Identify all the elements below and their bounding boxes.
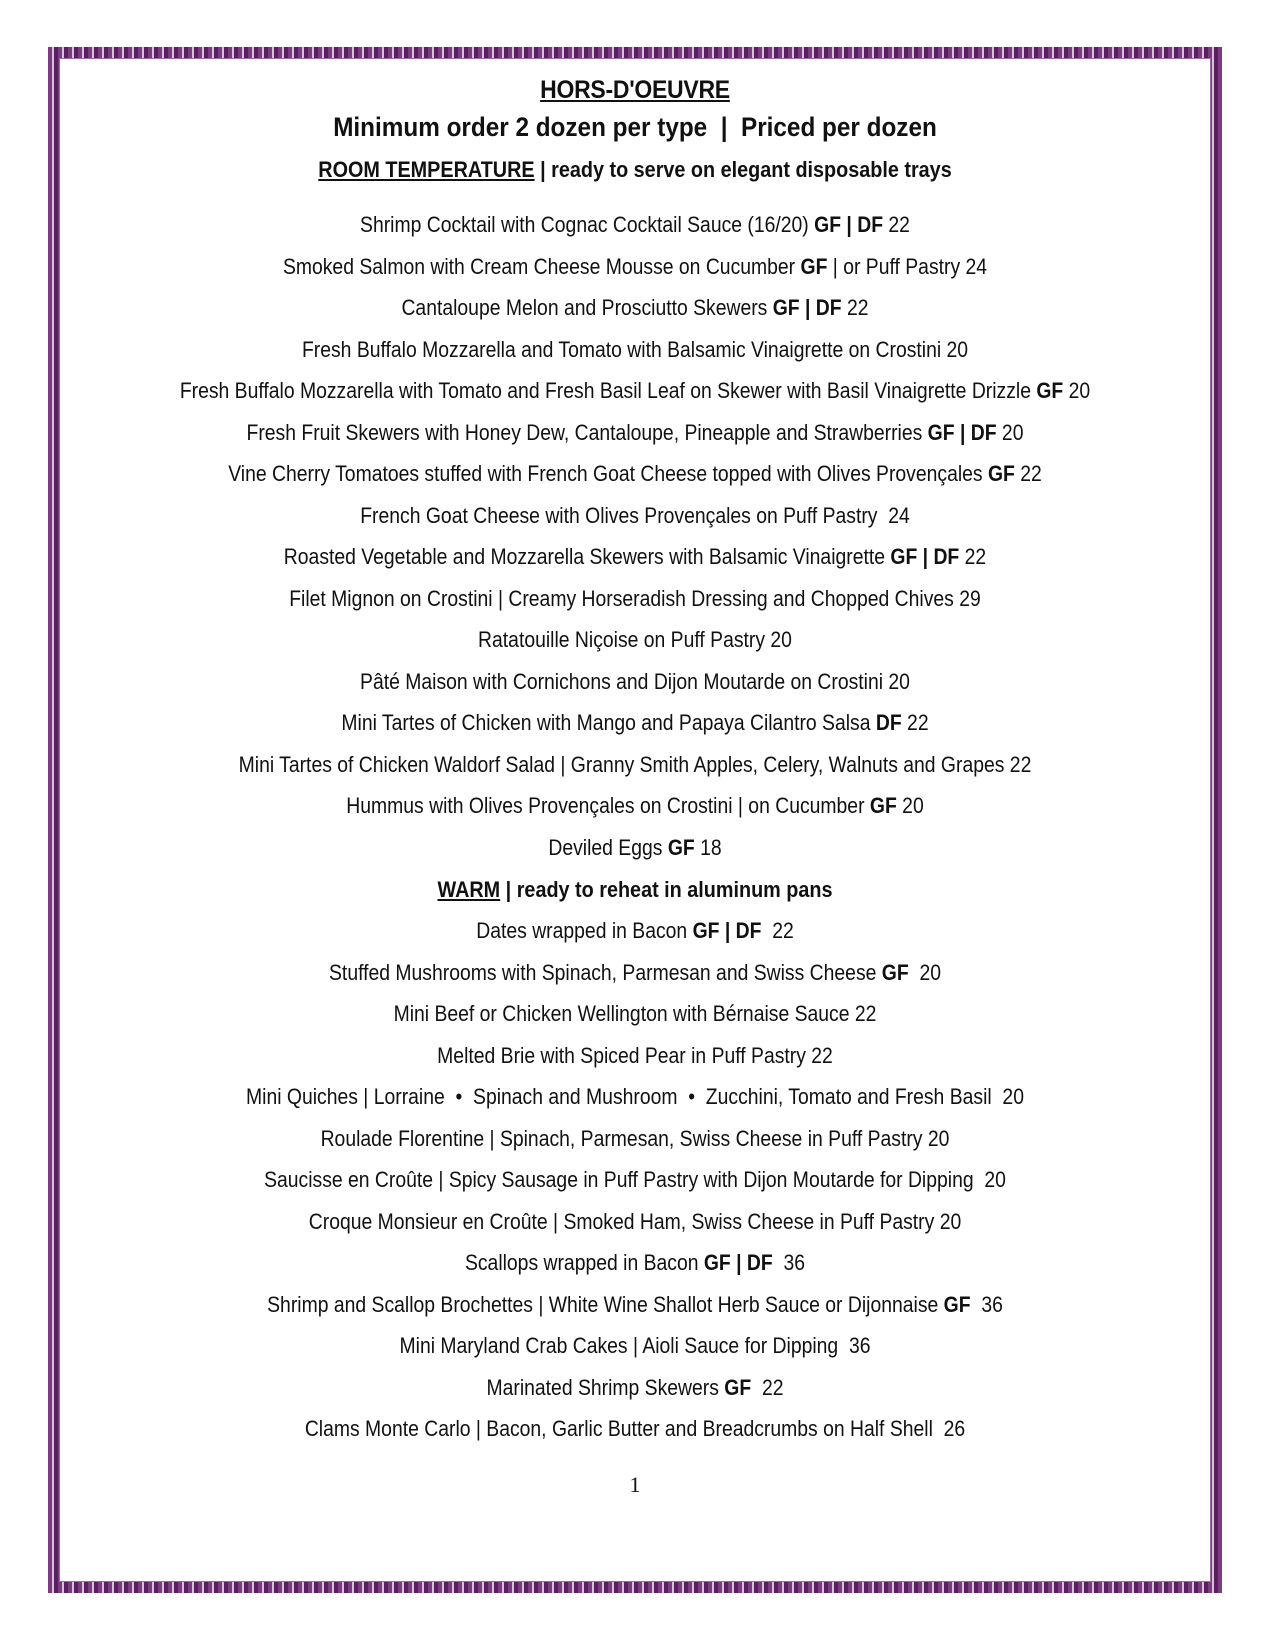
menu-item-name: Fresh Fruit Skewers with Honey Dew, Cantaloupe, Pineapple and Strawberries <box>246 419 928 445</box>
menu-item-name: Filet Mignon on Crostini | Creamy Horseradish Dressing and Chopped Chives 29 <box>289 585 981 611</box>
menu-item-name: Shrimp and Scallop Brochettes | White Wine Shallot Herb Sauce or Dijonnaise <box>267 1291 944 1317</box>
section-heading-note: | ready to serve on elegant disposable trays <box>534 157 952 182</box>
menu-item-price: 36 <box>772 1250 806 1275</box>
menu-item <box>129 752 1141 778</box>
menu-item <box>129 1001 1141 1027</box>
menu-item-name: Fresh Buffalo Mozzarella and Tomato with Balsamic Vinaigrette on Crostini 20 <box>301 336 969 362</box>
menu-item-name: Vine Cherry Tomatoes stuffed with French Goat Cheese topped with Olives Provençales <box>228 461 988 486</box>
dietary-tags: GF <box>987 461 1015 486</box>
section-heading-note: | ready to reheat in aluminum pans <box>500 877 833 902</box>
menu-item-name: Mini Tartes of Chicken Waldorf Salad | Granny Smith Apples, Celery, Walnuts and Grapes 22 <box>238 751 1032 777</box>
menu-item <box>129 1375 1141 1401</box>
menu-item <box>129 710 1141 736</box>
dietary-tags: GF <box>724 1374 752 1400</box>
dietary-tags: GF | DF <box>692 918 762 943</box>
menu-item-name: Melted Brie with Spiced Pear in Puff Pastry 22 <box>437 1042 833 1068</box>
menu-item <box>129 586 1141 612</box>
dietary-tags: GF <box>943 1291 971 1317</box>
menu-item <box>129 420 1141 446</box>
menu-item-name: Marinated Shrimp Skewers <box>486 1374 725 1400</box>
menu-item <box>129 793 1141 819</box>
menu-item-name: Smoked Salmon with Cream Cheese Mousse on Cucumber <box>282 253 801 279</box>
menu-item-price: 22 <box>901 710 929 735</box>
menu-item-name: Ratatouille Niçoise on Puff Pastry 20 <box>478 627 792 652</box>
dietary-tags: GF | DF <box>772 295 842 320</box>
section-heading-warm <box>118 877 1153 903</box>
menu-item-name: Mini Tartes of Chicken with Mango and Papaya Cilantro Salsa <box>341 710 876 735</box>
menu-item-name: Dates wrapped in Bacon <box>476 918 693 943</box>
menu-item-name: Hummus with Olives Provençales on Crostini | on Cucumber <box>346 793 870 818</box>
menu-item <box>129 378 1141 404</box>
menu-item-name: French Goat Cheese with Olives Provençales on Puff Pastry 24 <box>360 502 910 528</box>
menu-item-name: Stuffed Mushrooms with Spinach, Parmesan and Swiss Cheese <box>329 959 882 985</box>
menu-item-price: 22 <box>761 918 794 943</box>
dietary-tags: GF | DF <box>927 419 997 445</box>
menu-item-name: Shrimp Cocktail with Cognac Cocktail Sauce (16/20) <box>360 212 815 237</box>
menu-item <box>129 337 1141 363</box>
menu-item-price: 20 <box>896 793 924 818</box>
dietary-tags: GF <box>1036 378 1064 403</box>
menu-item-name: Deviled Eggs <box>548 834 668 860</box>
menu-item-price: 22 <box>1014 461 1042 486</box>
section-heading-label: ROOM TEMPERATURE <box>318 157 535 182</box>
dietary-tags: GF | DF <box>703 1250 773 1275</box>
menu-item <box>129 1333 1141 1359</box>
menu-item-price: 22 <box>959 544 987 569</box>
menu-item <box>129 918 1141 944</box>
menu-item <box>129 1250 1141 1276</box>
page-subtitle: Minimum order 2 dozen per type | Priced per dozen <box>333 112 937 142</box>
menu-item-price: 20 <box>1063 378 1091 403</box>
menu-item <box>129 669 1141 695</box>
menu-item <box>129 1416 1141 1442</box>
menu-item <box>129 1167 1141 1193</box>
menu-item-name: Croque Monsieur en Croûte | Smoked Ham, Swiss Cheese in Puff Pastry 20 <box>308 1208 962 1234</box>
menu-item <box>129 835 1141 861</box>
menu-item-name: Roulade Florentine | Spinach, Parmesan, Swiss Cheese in Puff Pastry 20 <box>320 1125 950 1151</box>
section-heading-label: WARM <box>437 877 501 902</box>
dietary-tags: GF <box>667 834 695 860</box>
menu-item <box>129 212 1141 238</box>
menu-item-name: Mini Quiches | Lorraine • Spinach and Mushroom • Zucchini, Tomato and Fresh Basil 20 <box>246 1084 1024 1109</box>
menu-item-name: Scallops wrapped in Bacon <box>464 1250 704 1275</box>
menu-item-price: | or Puff Pastry 24 <box>827 253 988 279</box>
menu-item-name: Mini Beef or Chicken Wellington with Bérnaise Sauce 22 <box>393 1001 877 1026</box>
dietary-tags: GF <box>881 959 909 985</box>
dietary-tags: GF <box>800 253 828 279</box>
page-number: 1 <box>629 1472 641 1497</box>
menu-item <box>129 1126 1141 1152</box>
dietary-tags: GF <box>869 793 897 818</box>
menu-item-price: 36 <box>970 1291 1003 1317</box>
menu-item <box>129 960 1141 986</box>
menu-item-name: Fresh Buffalo Mozzarella with Tomato and Fresh Basil Leaf on Skewer with Basil Vinaigrette Drizzle <box>179 378 1037 403</box>
menu-item-price: 20 <box>908 959 941 985</box>
menu-item-name: Mini Maryland Crab Cakes | Aioli Sauce for Dipping 36 <box>399 1333 871 1358</box>
menu-item-name: Saucisse en Croûte | Spicy Sausage in Puff Pastry with Dijon Moutarde for Dipping 20 <box>264 1167 1006 1192</box>
menu-item <box>129 295 1141 321</box>
menu-item-price: 20 <box>996 419 1024 445</box>
section-heading-room-temperature <box>118 157 1153 183</box>
menu-item-name: Clams Monte Carlo | Bacon, Garlic Butter and Breadcrumbs on Half Shell 26 <box>304 1416 966 1441</box>
menu-item-price: 18 <box>694 834 722 860</box>
dietary-tags: DF <box>875 710 902 735</box>
menu-item-name: Pâté Maison with Cornichons and Dijon Moutarde on Crostini 20 <box>360 668 910 694</box>
menu-item <box>129 1043 1141 1069</box>
menu-item <box>129 503 1141 529</box>
menu-item-price: 22 <box>751 1374 784 1400</box>
menu-item-name: Roasted Vegetable and Mozzarella Skewers with Balsamic Vinaigrette <box>283 544 891 569</box>
menu-item-price: 22 <box>883 212 910 237</box>
page-title: HORS-D'OEUVRE <box>540 76 730 104</box>
dietary-tags: GF | DF <box>814 212 884 237</box>
menu-item-name: Cantaloupe Melon and Prosciutto Skewers <box>401 295 773 320</box>
menu-item <box>129 1292 1141 1318</box>
menu-item-price: 22 <box>841 295 869 320</box>
dietary-tags: GF | DF <box>890 544 960 569</box>
menu-item <box>129 627 1141 653</box>
menu-item <box>129 461 1141 487</box>
menu-item <box>129 1084 1141 1110</box>
menu-item <box>129 1209 1141 1235</box>
menu-item <box>129 254 1141 280</box>
menu-item <box>129 544 1141 570</box>
